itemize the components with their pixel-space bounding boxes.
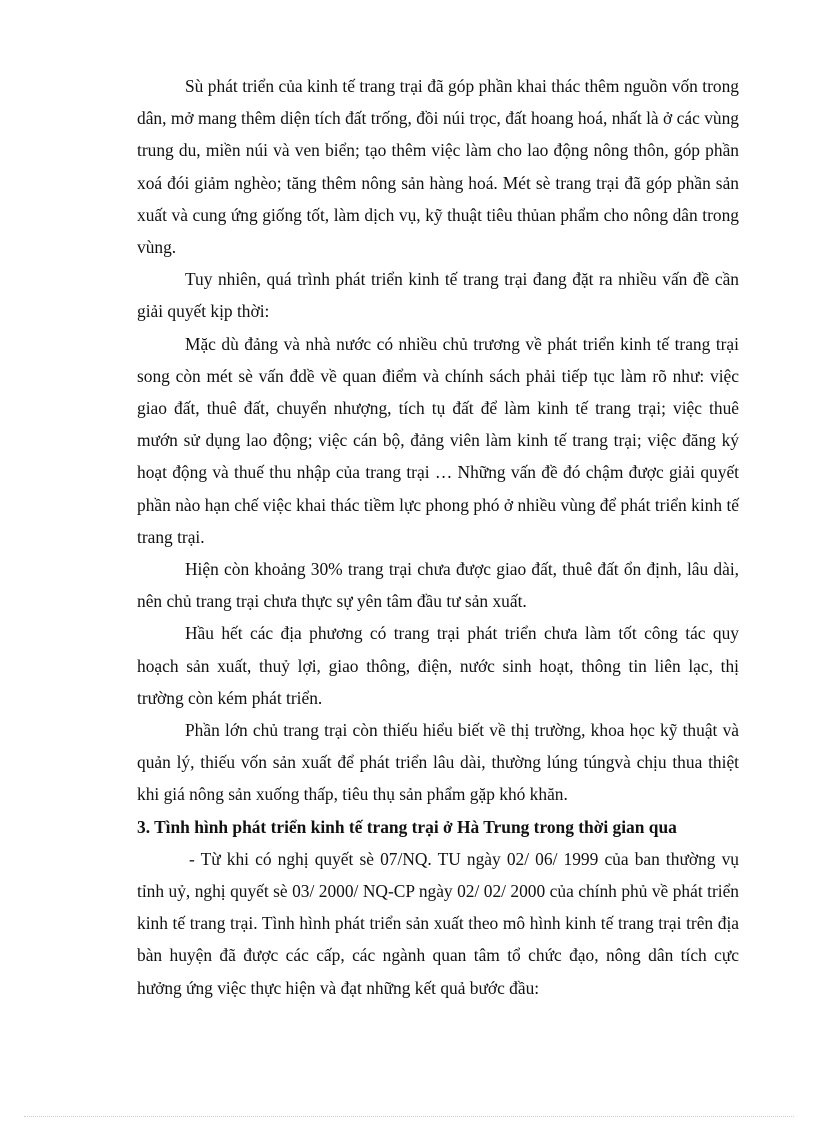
paragraph-owner-knowledge: Phần lớn chủ trang trại còn thiếu hiểu biết về thị trường, khoa học kỹ thuật và quản lý, thiếu vốn sản xuất để phát triển lâu dài, thường lúng túngvà chịu thua thiệt khi giá nông sản xuống thấp, tiêu thụ sản phẩm gặp khó khăn. — [137, 720, 739, 805]
paragraph-land-allocation: Hiện còn khoảng 30% trang trại chưa được giao đất, thuê đất ổn định, lâu dài, nên chủ trang trại chưa thực sự yên tâm đầu tư sản xuất. — [137, 559, 739, 612]
paragraph-policy-issues: Mặc dù đảng và nhà nước có nhiều chủ trương về phát triển kinh tế trang trại song còn mét sè vấn đdề về quan điểm và chính sách phải tiếp tục làm rõ như: việc giao đất, thuê đất, chuyển nhượng, tích tụ đất để làm kinh tế trang trại; việc thuê mướn sử dụng lao động; việc cán bộ, đảng viên làm kinh tế trang trại; việc đăng ký hoạt động và thuế thu nhập của trang trại … Những vấn đề đó chậm được giải quyết phần nào hạn chế việc khai thác tiềm lực phong phó ở nhiều vùng để phát triển kinh tế trang trại. — [137, 333, 739, 547]
paragraph-infrastructure: Hầu hết các địa phương có trang trại phát triển chưa làm tốt công tác quy hoạch sản xuất, thuỷ lợi, giao thông, điện, nước sinh hoạt, thông tin liên lạc, thị trường còn kém phát triển. — [137, 623, 739, 708]
paragraph-farm-economy-benefits: Sù phát triển của kinh tế trang trại đã góp phần khai thác thêm nguồn vốn trong dân, mở mang thêm diện tích đất trống, đồi núi trọc, đất hoang hoá, nhất là ở các vùng trung du, miền núi và ven biển; tạo thêm việc làm cho lao động nông thôn, góp phần xoá đói giảm nghèo; tăng thêm nông sản hàng hoá. Mét sè trang trại đã góp phần sản xuất và cung ứng giống tốt, làm dịch vụ, kỹ thuật tiêu thủan phẩm cho nông dân trong vùng. — [137, 76, 739, 258]
paragraph-resolution-results: - Từ khi có nghị quyết sè 07/NQ. TU ngày 02/ 06/ 1999 của ban thường vụ tỉnh uỷ, nghị quyết sè 03/ 2000/ NQ-CP ngày 02/ 02/ 2000 của chính phủ về phát triển kinh tế trang trại. Tình hình phát triển sản xuất theo mô hình kinh tế trang trại trên địa bàn huyện đã được các cấp, các ngành quan tâm tổ chức đạo, nông dân tích cực hưởng ứng việc thực hiện và đạt những kết quả bước đầu: — [137, 848, 739, 998]
section-heading: 3. Tình hình phát triển kinh tế trang trại ở Hà Trung trong thời gian qua — [137, 816, 677, 837]
paragraph-issues-intro: Tuy nhiên, quá trình phát triển kinh tế trang trại đang đặt ra nhiều vấn đề cần giải quyết kịp thời: — [137, 269, 739, 322]
document-body — [137, 70, 739, 1004]
page-bottom-divider — [24, 1116, 794, 1117]
